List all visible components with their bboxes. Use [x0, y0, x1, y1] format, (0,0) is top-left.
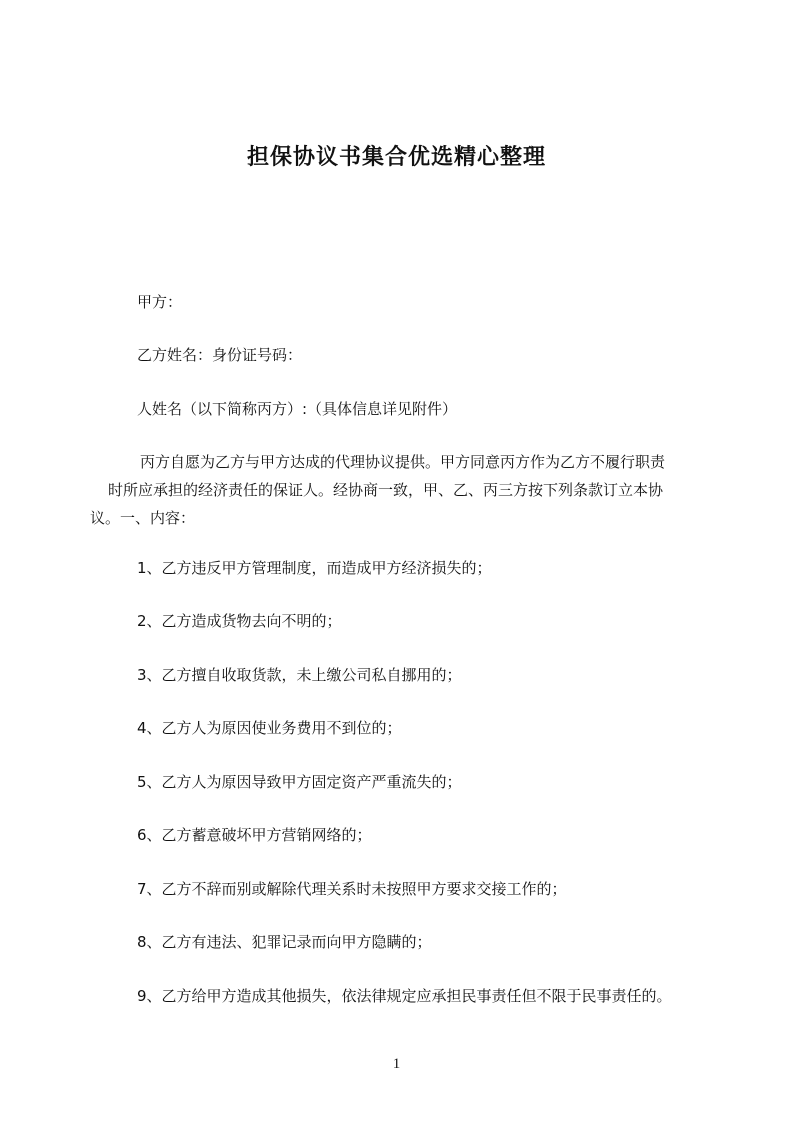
- intro-line-3: 议。一、内容：: [90, 509, 196, 527]
- list-item: 1、乙方违反甲方管理制度，而造成甲方经济损失的；: [137, 559, 492, 577]
- list-item: 6、乙方蓄意破坏甲方营销网络的；: [137, 826, 372, 844]
- list-item: 7、乙方不辞而别或解除代理关系时未按照甲方要求交接工作的；: [137, 880, 567, 898]
- list-item: 9、乙方给甲方造成其他损失，依法律规定应承担民事责任但不限于民事责任的。: [137, 987, 672, 1005]
- list-item: 4、乙方人为原因使业务费用不到位的；: [137, 719, 402, 737]
- document-title: 担保协议书集合优选精心整理: [246, 145, 546, 170]
- list-item: 5、乙方人为原因导致甲方固定资产严重流失的；: [137, 773, 462, 791]
- list-item: 3、乙方擅自收取货款，未上缴公司私自挪用的；: [137, 666, 462, 684]
- intro-line-1: 丙方自愿为乙方与甲方达成的代理协议提供。甲方同意丙方作为乙方不履行职责: [140, 453, 666, 471]
- list-item: 8、乙方有违法、犯罪记录而向甲方隐瞒的；: [137, 933, 432, 951]
- page-number: 1: [392, 1056, 401, 1072]
- intro-paragraph: [90, 448, 720, 532]
- intro-line-2: 时所应承担的经济责任的保证人。经协商一致，甲、乙、丙三方按下列条款订立本协: [108, 481, 664, 499]
- list-item: 2、乙方造成货物去向不明的；: [137, 612, 342, 630]
- party-c-line: 人姓名（以下简称丙方）:（具体信息详见附件）: [137, 400, 458, 418]
- party-a-line: 甲方：: [137, 293, 183, 311]
- party-b-line: 乙方姓名：身份证号码：: [137, 346, 303, 364]
